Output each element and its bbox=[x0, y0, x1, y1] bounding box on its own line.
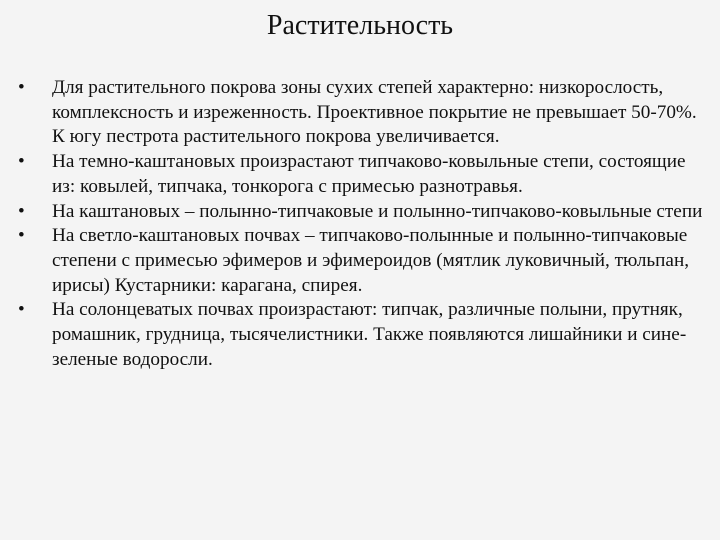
bullet-icon: • bbox=[18, 225, 25, 247]
bullet-text: Для растительного покрова зоны сухих степей характерно: низкорослость, комплексность и изреженность. Проективное покрытие не превышает 50-70%. К югу пестрота растительного покрова увеличивается. bbox=[52, 77, 697, 148]
bullet-text: На светло-каштановых почвах – типчаково-полынные и полынно-типчаковые степени с примесью эфимеров и эфимероидов (мятлик луковичный, тюльпан, ирисы) Кустарники: карагана, спирея. bbox=[52, 225, 690, 296]
bullet-icon: • bbox=[18, 200, 25, 222]
bullet-text: На темно-каштановых произрастают типчаково-ковыльные степи, состоящие из: ковылей, типчака, тонкорога с примесью разнотравья. bbox=[52, 151, 686, 197]
bullet-text: На каштановых – полынно-типчаковые и полынно-типчаково-ковыльные степи bbox=[52, 200, 703, 222]
bullet-icon: • bbox=[18, 77, 25, 98]
bullet-list bbox=[18, 76, 708, 372]
slide-title: Растительность bbox=[266, 10, 454, 41]
bullet-text: На солонцеватых почвах произрастают: типчак, различные полыни, прутняк, ромашник, грудница, тысячелистники. Также появляются лишайники и сине-зеленые водоросли. bbox=[52, 299, 687, 370]
bullet-icon: • bbox=[18, 299, 25, 321]
list-item bbox=[18, 150, 708, 199]
list-item bbox=[18, 76, 708, 150]
list-item bbox=[18, 200, 708, 225]
list-item bbox=[18, 298, 708, 372]
list-item bbox=[18, 224, 708, 298]
bullet-icon: • bbox=[18, 151, 25, 173]
